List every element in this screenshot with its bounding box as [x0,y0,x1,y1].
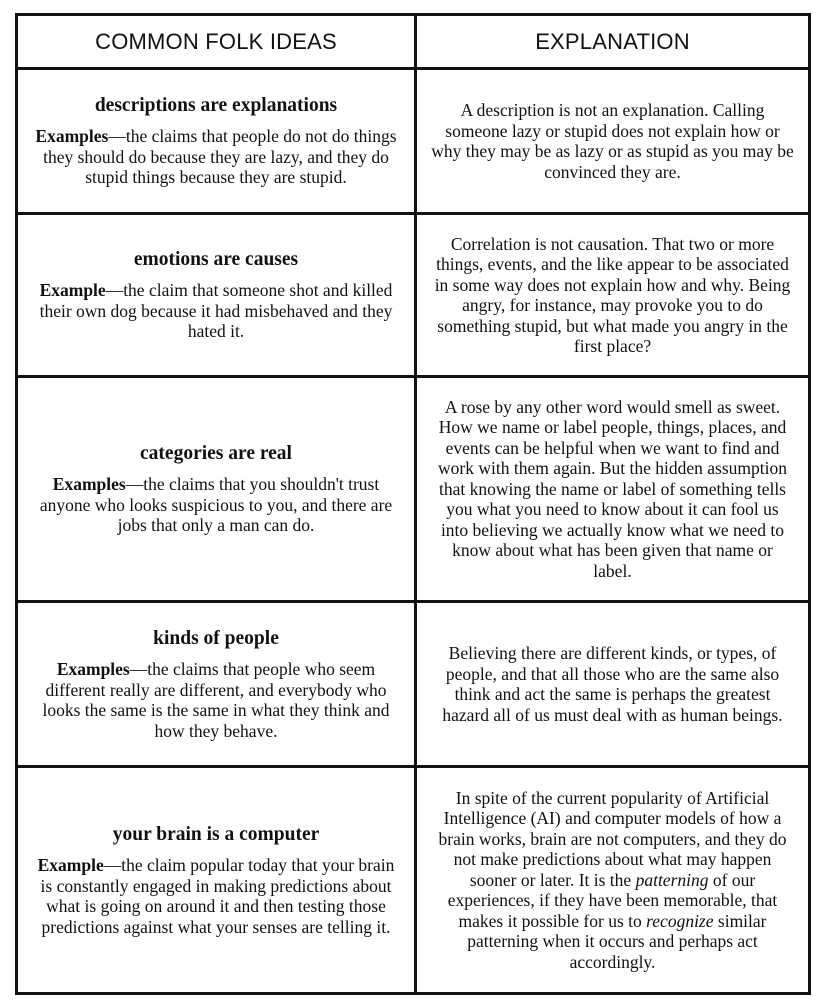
table-row [17,767,810,994]
header-row [17,15,810,69]
example-label: Examples [52,474,126,495]
folk-idea-cell [17,767,416,994]
idea-title: kinds of people [153,628,279,649]
explanation-cell [416,377,810,602]
explanation-cell [416,602,810,767]
explanation-text: of our experiences, if they have been memorable, that makes it possible for us to [447,869,778,931]
example-label: Example [39,280,106,301]
emphasis-patterning: patterning [635,869,709,890]
folk-idea-cell [17,377,416,602]
folk-idea-cell [17,69,416,214]
idea-title: your brain is a computer [112,824,320,845]
explanation-text: Believing there are different kinds, or types, of people, and that all those who are the same also think and act the same is perhaps the greatest hazard all of us must deal with as human beings. [442,643,783,725]
folk-idea-cell [17,602,416,767]
example-label: Examples [35,126,109,147]
table-row [17,377,810,602]
table-row [17,602,810,767]
header-common-folk-ideas: COMMON FOLK IDEAS [17,15,416,69]
table-row [17,214,810,377]
explanation-text: A description is not an explanation. Calling someone lazy or stupid does not explain how or why they may be as lazy or as stupid as you may be convinced they are. [431,100,794,182]
explanation-cell [416,69,810,214]
idea-title: emotions are causes [133,249,299,271]
explanation-cell [416,767,810,994]
explanation-text: similar patterning when it occurs and perhaps act accordingly. [467,910,767,972]
example-label: Example [37,855,104,875]
example-text: —the claim that someone shot and killed their own dog because it had misbehaved and they hated it. [39,280,393,342]
explanation-text: Correlation is not causation. That two or more things, events, and the like appear to be associated in some way does not explain how and why. Being angry, for instance, may provoke you to do something stupid, but what made you angry in the first place? [434,233,791,356]
explanation-text: A rose by any other word would smell as sweet. How we name or label people, things, places, and events can be helpful when we want to find and work with them again. But the hidden assumption that knowing the name or label of something tells you what you need to know about it can fool us into believing we actually know what we need to know about what has been given that name or label. [438,396,787,581]
folk-idea-cell [17,214,416,377]
explanation-text: In spite of the current popularity of Artificial Intelligence (AI) and computer models of how a brain works, brain are not computers, and they do not make predictions about what may happen sooner or later. It is the [438,787,787,890]
example-text: —the claims that people who seem different really are different, and everybody who looks the same is the same in what they think and how they behave. [42,659,390,741]
example-text: —the claims that people do not do things they should do because they are lazy, and they do stupid things because they are stupid. [43,126,397,188]
header-explanation: EXPLANATION [416,15,810,69]
idea-title: categories are real [140,443,292,465]
example-text: —the claim popular today that your brain is constantly engaged in making predictions about what is going on around it and then testing those predictions against what your senses are telling it. [40,855,395,937]
folk-ideas-table [15,13,811,995]
example-label: Examples [56,659,130,679]
idea-title: descriptions are explanations [94,95,338,117]
emphasis-recognize: recognize [646,910,714,931]
example-text: —the claims that you shouldn't trust anyone who looks suspicious to you, and there are jobs that only a man can do. [39,474,393,536]
table-row [17,69,810,214]
explanation-cell [416,214,810,377]
